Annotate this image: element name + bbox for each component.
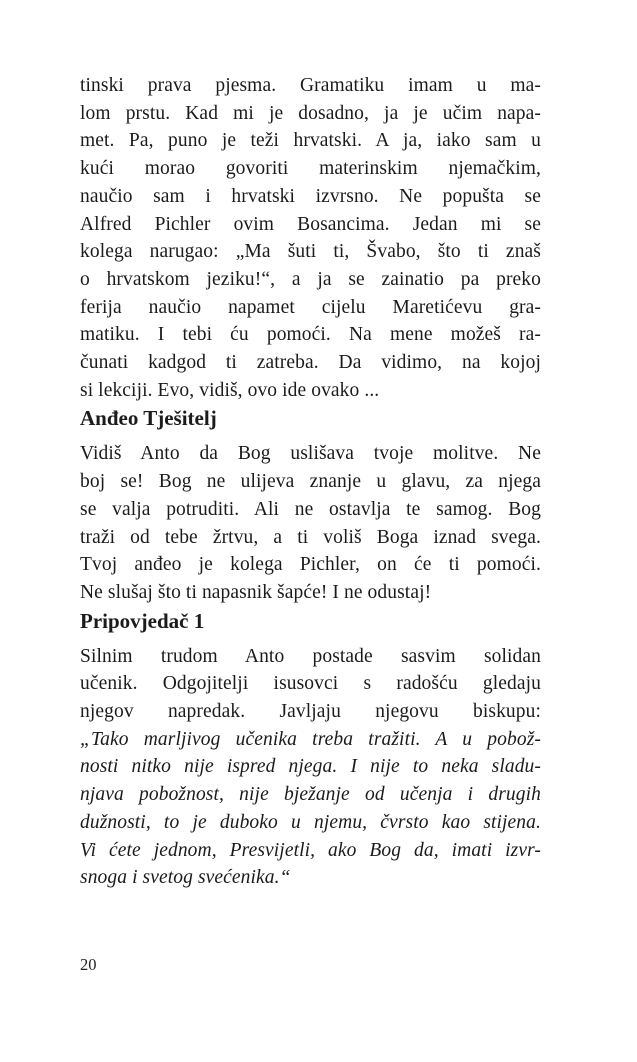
text-line: boj se! Bog ne ulijeva znanje u glavu, za njega [80,471,541,493]
text-line: Tvoj anđeo je kolega Pichler, on će ti pomoći. [80,554,541,576]
text-line: se valja potruditi. Ali ne ostavlja te samog. Bog [80,498,541,520]
quote-line: njava pobožnost, nije bježanje od učenja i drugih [80,784,541,806]
paragraph-andeo-tjesitelj [80,440,541,606]
text-line: o hrvatskom jeziku!“, a ja se zainatio pa preko [80,268,541,290]
text-line: Silnim trudom Anto postade sasvim solidan [80,645,541,667]
text-line: si lekciji. Evo, vidiš, ovo ide ovako ... [80,379,380,401]
text-line: met. Pa, puno je teži hrvatski. A ja, iako sam u [80,130,541,152]
quote-line: nosti nitko nije ispred njega. I nije to neka sladu- [80,756,541,778]
text-line: matiku. I tebi ću pomoći. Na mene možeš ra- [80,324,541,346]
text-line: lom prstu. Kad mi je dosadno, ja je učim napa- [80,102,541,124]
text-line: Vidiš Anto da Bog uslišava tvoje molitve. Ne [80,443,541,465]
speaker-heading-pripovjedac-1: Pripovjedač 1 [80,608,205,633]
text-line: učenik. Odgojitelji isusovci s radošću gledaju [80,673,541,695]
page-number: 20 [80,955,97,974]
text-line: Ne slušaj što ti napasnik šapće! I ne odustaj! [80,581,432,603]
text-block [80,72,541,892]
text-line: čunati kadgod ti zatreba. Da vidimo, na kojoj [80,352,541,374]
text-line: kući morao govoriti materinskim njemačkim, [80,158,541,180]
speaker-heading-andeo-tjesitelj: Anđeo Tješitelj [80,406,217,431]
text-line: ferija naučio napamet cijelu Maretićevu gra- [80,296,541,318]
text-line: njegov napredak. Javljaju njegovu biskupu: [80,701,541,723]
text-line: Alfred Pichler ovim Bosancima. Jedan mi se [80,213,541,235]
paragraph-pripovjedac-1 [80,643,541,892]
text-line: naučio sam i hrvatski izvrsno. Ne popušta se [80,185,541,207]
quote-line: snoga i svetog svećenika.“ [80,867,291,889]
quote-line: „Tako marljivog učenika treba tražiti. A u pobož- [80,728,541,750]
quote-line: Vi ćete jednom, Presvijetli, ako Bog da, imati izvr- [80,839,541,861]
quote-line: dužnosti, to je duboko u njemu, čvrsto kao stijena. [80,811,541,833]
paragraph-continuation [80,72,541,404]
text-line: tinski prava pjesma. Gramatiku imam u ma- [80,75,541,96]
text-line: kolega narugao: „Ma šuti ti, Švabo, što ti znaš [80,241,541,263]
text-line: traži od tebe žrtvu, a ti voliš Boga iznad svega. [80,526,541,548]
